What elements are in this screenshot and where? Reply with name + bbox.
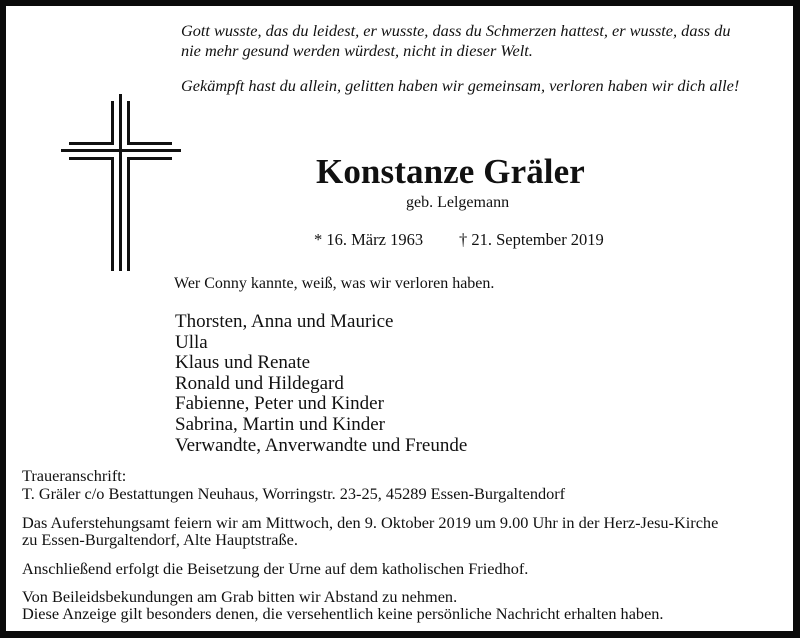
condolence-text-line-2: Diese Anzeige gilt besonders denen, die versehentlich keine persönliche Nachricht erhalten haben. [22,604,664,623]
list-item: Verwandte, Anverwandte und Freunde [175,434,468,456]
list-item: Fabienne, Peter und Kinder [175,393,384,415]
condolence-text-line-1: Von Beileidsbekundungen am Grab bitten wir Abstand zu nehmen. [22,587,458,606]
quote-line-1: Gott wusste, das du leidest, er wusste, dass du Schmerzen hattest, er wusste, dass du [181,21,731,40]
quote-line-2: nie mehr gesund werden würdest, nicht in dieser Welt. [181,41,533,60]
intro-text: Wer Conny kannte, weiß, was wir verloren haben. [174,275,495,292]
service-text-line-2: zu Essen-Burgaltendorf, Alte Hauptstraße. [22,530,298,549]
list-item: Ronald und Hildegard [175,372,344,394]
quote-line-3: Gekämpft hast du allein, gelitten haben wir gemeinsam, verloren haben wir dich alle! [181,76,740,95]
address-text: T. Gräler c/o Bestattungen Neuhaus, Worringstr. 23-25, 45289 Essen-Burgaltendorf [22,484,566,503]
list-item: Thorsten, Anna und Maurice [175,311,394,332]
burial-text: Anschließend erfolgt die Beisetzung der Urne auf dem katholischen Friedhof. [22,559,529,578]
mourners-list [175,312,467,456]
address-label: Traueranschrift: [22,466,127,485]
deceased-name: Konstanze Gräler [316,152,585,191]
death-date: † 21. September 2019 [459,230,604,249]
birth-date: * 16. März 1963 [314,230,424,249]
maiden-name: geb. Lelgemann [406,194,510,211]
list-item: Klaus und Renate [175,352,311,374]
list-item: Sabrina, Martin und Kinder [175,413,386,435]
service-text-line-1: Das Auferstehungsamt feiern wir am Mittwoch, den 9. Oktober 2019 um 9.00 Uhr in der Herz-Jesu-Kirche [22,513,719,532]
list-item: Ulla [175,331,208,353]
